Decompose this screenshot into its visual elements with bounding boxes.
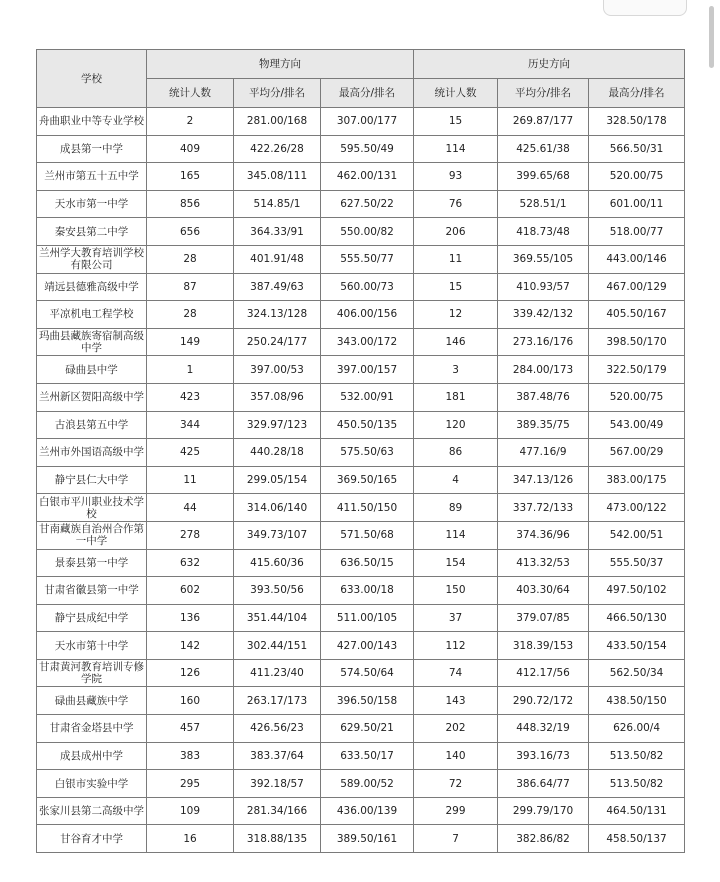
school-cell: 碌曲县藏族中学 xyxy=(37,687,147,715)
physics-count-cell: 160 xyxy=(147,687,234,715)
history-count-cell: 299 xyxy=(414,797,498,825)
physics-count-cell: 602 xyxy=(147,577,234,605)
table-row xyxy=(37,659,685,687)
school-cell: 靖远县德雅高级中学 xyxy=(37,273,147,301)
history-count-cell: 150 xyxy=(414,577,498,605)
history-count-cell: 15 xyxy=(414,273,498,301)
physics-max-cell: 450.50/135 xyxy=(321,411,414,439)
school-cell: 古浪县第五中学 xyxy=(37,411,147,439)
history-count-cell: 86 xyxy=(414,439,498,467)
physics-count-cell: 11 xyxy=(147,466,234,494)
physics-avg-cell: 357.08/96 xyxy=(234,383,321,411)
school-cell: 甘谷育才中学 xyxy=(37,825,147,853)
physics-avg-cell: 345.08/111 xyxy=(234,163,321,191)
school-cell: 静宁县仁大中学 xyxy=(37,466,147,494)
physics-max-cell: 427.00/143 xyxy=(321,632,414,660)
physics-avg-cell: 299.05/154 xyxy=(234,466,321,494)
history-avg-cell: 389.35/75 xyxy=(498,411,589,439)
history-avg-cell: 284.00/173 xyxy=(498,356,589,384)
header-physics-count: 统计人数 xyxy=(147,79,234,108)
physics-max-cell: 397.00/157 xyxy=(321,356,414,384)
physics-count-cell: 856 xyxy=(147,190,234,218)
physics-max-cell: 389.50/161 xyxy=(321,825,414,853)
history-avg-cell: 412.17/56 xyxy=(498,659,589,687)
table-row xyxy=(37,301,685,329)
physics-max-cell: 575.50/63 xyxy=(321,439,414,467)
history-count-cell: 37 xyxy=(414,604,498,632)
history-max-cell: 513.50/82 xyxy=(589,742,685,770)
history-avg-cell: 528.51/1 xyxy=(498,190,589,218)
history-avg-cell: 410.93/57 xyxy=(498,273,589,301)
physics-max-cell: 571.50/68 xyxy=(321,521,414,549)
school-cell: 兰州新区贺阳高级中学 xyxy=(37,383,147,411)
history-avg-cell: 369.55/105 xyxy=(498,245,589,273)
physics-count-cell: 457 xyxy=(147,715,234,743)
history-max-cell: 433.50/154 xyxy=(589,632,685,660)
physics-count-cell: 656 xyxy=(147,218,234,246)
history-max-cell: 497.50/102 xyxy=(589,577,685,605)
history-avg-cell: 403.30/64 xyxy=(498,577,589,605)
physics-count-cell: 344 xyxy=(147,411,234,439)
history-max-cell: 520.00/75 xyxy=(589,163,685,191)
history-avg-cell: 382.86/82 xyxy=(498,825,589,853)
history-max-cell: 567.00/29 xyxy=(589,439,685,467)
physics-max-cell: 369.50/165 xyxy=(321,466,414,494)
physics-max-cell: 589.00/52 xyxy=(321,770,414,798)
physics-count-cell: 16 xyxy=(147,825,234,853)
history-avg-cell: 418.73/48 xyxy=(498,218,589,246)
history-max-cell: 566.50/31 xyxy=(589,135,685,163)
history-max-cell: 322.50/179 xyxy=(589,356,685,384)
physics-avg-cell: 324.13/128 xyxy=(234,301,321,329)
physics-count-cell: 383 xyxy=(147,742,234,770)
physics-count-cell: 165 xyxy=(147,163,234,191)
history-max-cell: 562.50/34 xyxy=(589,659,685,687)
history-count-cell: 112 xyxy=(414,632,498,660)
table-row xyxy=(37,190,685,218)
history-count-cell: 120 xyxy=(414,411,498,439)
physics-avg-cell: 426.56/23 xyxy=(234,715,321,743)
table-row xyxy=(37,687,685,715)
physics-avg-cell: 392.18/57 xyxy=(234,770,321,798)
physics-avg-cell: 401.91/48 xyxy=(234,245,321,273)
physics-max-cell: 560.00/73 xyxy=(321,273,414,301)
school-cell: 甘肃黄河教育培训专修学院 xyxy=(37,659,147,687)
table-row xyxy=(37,466,685,494)
physics-avg-cell: 281.34/166 xyxy=(234,797,321,825)
physics-max-cell: 511.00/105 xyxy=(321,604,414,632)
history-avg-cell: 337.72/133 xyxy=(498,494,589,522)
school-cell: 天水市第十中学 xyxy=(37,632,147,660)
history-max-cell: 542.00/51 xyxy=(589,521,685,549)
school-cell: 秦安县第二中学 xyxy=(37,218,147,246)
history-count-cell: 3 xyxy=(414,356,498,384)
school-cell: 碌曲县中学 xyxy=(37,356,147,384)
school-cell: 兰州学大教育培训学校有限公司 xyxy=(37,245,147,273)
history-max-cell: 438.50/150 xyxy=(589,687,685,715)
header-history-count: 统计人数 xyxy=(414,79,498,108)
table-row xyxy=(37,356,685,384)
physics-avg-cell: 411.23/40 xyxy=(234,659,321,687)
history-count-cell: 12 xyxy=(414,301,498,329)
physics-max-cell: 343.00/172 xyxy=(321,328,414,356)
score-table xyxy=(36,49,685,853)
history-avg-cell: 379.07/85 xyxy=(498,604,589,632)
physics-max-cell: 633.00/18 xyxy=(321,577,414,605)
physics-count-cell: 87 xyxy=(147,273,234,301)
physics-count-cell: 278 xyxy=(147,521,234,549)
history-count-cell: 76 xyxy=(414,190,498,218)
physics-max-cell: 574.50/64 xyxy=(321,659,414,687)
physics-count-cell: 126 xyxy=(147,659,234,687)
history-max-cell: 464.50/131 xyxy=(589,797,685,825)
physics-avg-cell: 351.44/104 xyxy=(234,604,321,632)
history-avg-cell: 387.48/76 xyxy=(498,383,589,411)
table-row xyxy=(37,218,685,246)
school-cell: 白银市平川职业技术学校 xyxy=(37,494,147,522)
history-avg-cell: 386.64/77 xyxy=(498,770,589,798)
history-avg-cell: 374.36/96 xyxy=(498,521,589,549)
physics-count-cell: 28 xyxy=(147,301,234,329)
table-row xyxy=(37,383,685,411)
history-count-cell: 15 xyxy=(414,108,498,136)
history-max-cell: 513.50/82 xyxy=(589,770,685,798)
table-row xyxy=(37,411,685,439)
physics-avg-cell: 422.26/28 xyxy=(234,135,321,163)
physics-count-cell: 425 xyxy=(147,439,234,467)
history-max-cell: 601.00/11 xyxy=(589,190,685,218)
table-row xyxy=(37,632,685,660)
physics-count-cell: 2 xyxy=(147,108,234,136)
physics-avg-cell: 302.44/151 xyxy=(234,632,321,660)
table-row xyxy=(37,797,685,825)
header-physics-max: 最高分/排名 xyxy=(321,79,414,108)
school-cell: 兰州市外国语高级中学 xyxy=(37,439,147,467)
table-row xyxy=(37,494,685,522)
physics-max-cell: 555.50/77 xyxy=(321,245,414,273)
physics-avg-cell: 387.49/63 xyxy=(234,273,321,301)
physics-max-cell: 307.00/177 xyxy=(321,108,414,136)
history-count-cell: 89 xyxy=(414,494,498,522)
school-cell: 张家川县第二高级中学 xyxy=(37,797,147,825)
header-history: 历史方向 xyxy=(414,50,685,79)
school-cell: 白银市实验中学 xyxy=(37,770,147,798)
physics-avg-cell: 415.60/36 xyxy=(234,549,321,577)
table-row xyxy=(37,273,685,301)
school-cell: 成县第一中学 xyxy=(37,135,147,163)
table-row xyxy=(37,439,685,467)
table-row xyxy=(37,577,685,605)
history-avg-cell: 273.16/176 xyxy=(498,328,589,356)
history-count-cell: 114 xyxy=(414,135,498,163)
physics-avg-cell: 263.17/173 xyxy=(234,687,321,715)
school-cell: 舟曲职业中等专业学校 xyxy=(37,108,147,136)
school-cell: 天水市第一中学 xyxy=(37,190,147,218)
physics-avg-cell: 281.00/168 xyxy=(234,108,321,136)
physics-count-cell: 136 xyxy=(147,604,234,632)
header-physics: 物理方向 xyxy=(147,50,414,79)
physics-count-cell: 28 xyxy=(147,245,234,273)
table-row xyxy=(37,245,685,273)
table-row xyxy=(37,770,685,798)
physics-avg-cell: 318.88/135 xyxy=(234,825,321,853)
header-history-avg: 平均分/排名 xyxy=(498,79,589,108)
physics-count-cell: 149 xyxy=(147,328,234,356)
history-count-cell: 202 xyxy=(414,715,498,743)
table-body xyxy=(37,108,685,853)
physics-max-cell: 462.00/131 xyxy=(321,163,414,191)
top-tab[interactable] xyxy=(603,0,687,16)
physics-avg-cell: 329.97/123 xyxy=(234,411,321,439)
table-row xyxy=(37,549,685,577)
history-count-cell: 181 xyxy=(414,383,498,411)
school-cell: 甘肃省徽县第一中学 xyxy=(37,577,147,605)
history-count-cell: 4 xyxy=(414,466,498,494)
history-count-cell: 93 xyxy=(414,163,498,191)
history-avg-cell: 339.42/132 xyxy=(498,301,589,329)
physics-count-cell: 1 xyxy=(147,356,234,384)
table-row xyxy=(37,825,685,853)
history-max-cell: 520.00/75 xyxy=(589,383,685,411)
table-row xyxy=(37,715,685,743)
school-cell: 甘南藏族自治州合作第一中学 xyxy=(37,521,147,549)
table-row xyxy=(37,108,685,136)
history-avg-cell: 477.16/9 xyxy=(498,439,589,467)
physics-max-cell: 595.50/49 xyxy=(321,135,414,163)
table-row xyxy=(37,163,685,191)
history-max-cell: 473.00/122 xyxy=(589,494,685,522)
history-max-cell: 518.00/77 xyxy=(589,218,685,246)
physics-max-cell: 550.00/82 xyxy=(321,218,414,246)
history-count-cell: 7 xyxy=(414,825,498,853)
history-count-cell: 206 xyxy=(414,218,498,246)
physics-count-cell: 142 xyxy=(147,632,234,660)
history-count-cell: 11 xyxy=(414,245,498,273)
table-row xyxy=(37,521,685,549)
history-max-cell: 398.50/170 xyxy=(589,328,685,356)
history-avg-cell: 448.32/19 xyxy=(498,715,589,743)
physics-avg-cell: 383.37/64 xyxy=(234,742,321,770)
physics-max-cell: 532.00/91 xyxy=(321,383,414,411)
physics-max-cell: 636.50/15 xyxy=(321,549,414,577)
physics-max-cell: 633.50/17 xyxy=(321,742,414,770)
history-count-cell: 140 xyxy=(414,742,498,770)
physics-avg-cell: 250.24/177 xyxy=(234,328,321,356)
history-max-cell: 383.00/175 xyxy=(589,466,685,494)
history-avg-cell: 269.87/177 xyxy=(498,108,589,136)
table-row xyxy=(37,328,685,356)
physics-avg-cell: 364.33/91 xyxy=(234,218,321,246)
school-cell: 成县成州中学 xyxy=(37,742,147,770)
school-cell: 静宁县成纪中学 xyxy=(37,604,147,632)
history-avg-cell: 399.65/68 xyxy=(498,163,589,191)
history-count-cell: 143 xyxy=(414,687,498,715)
physics-count-cell: 423 xyxy=(147,383,234,411)
physics-count-cell: 109 xyxy=(147,797,234,825)
physics-avg-cell: 397.00/53 xyxy=(234,356,321,384)
physics-max-cell: 436.00/139 xyxy=(321,797,414,825)
physics-avg-cell: 514.85/1 xyxy=(234,190,321,218)
history-avg-cell: 347.13/126 xyxy=(498,466,589,494)
physics-count-cell: 409 xyxy=(147,135,234,163)
physics-max-cell: 406.00/156 xyxy=(321,301,414,329)
table-row xyxy=(37,604,685,632)
table-row xyxy=(37,135,685,163)
history-avg-cell: 413.32/53 xyxy=(498,549,589,577)
history-max-cell: 555.50/37 xyxy=(589,549,685,577)
school-cell: 甘肃省金塔县中学 xyxy=(37,715,147,743)
history-avg-cell: 425.61/38 xyxy=(498,135,589,163)
history-max-cell: 467.00/129 xyxy=(589,273,685,301)
history-max-cell: 626.00/4 xyxy=(589,715,685,743)
header-school: 学校 xyxy=(37,50,147,108)
history-avg-cell: 318.39/153 xyxy=(498,632,589,660)
physics-count-cell: 295 xyxy=(147,770,234,798)
physics-avg-cell: 349.73/107 xyxy=(234,521,321,549)
physics-max-cell: 629.50/21 xyxy=(321,715,414,743)
physics-count-cell: 44 xyxy=(147,494,234,522)
history-count-cell: 114 xyxy=(414,521,498,549)
table-row xyxy=(37,742,685,770)
header-physics-avg: 平均分/排名 xyxy=(234,79,321,108)
physics-avg-cell: 393.50/56 xyxy=(234,577,321,605)
physics-count-cell: 632 xyxy=(147,549,234,577)
header-history-max: 最高分/排名 xyxy=(589,79,685,108)
physics-avg-cell: 314.06/140 xyxy=(234,494,321,522)
history-max-cell: 328.50/178 xyxy=(589,108,685,136)
history-max-cell: 458.50/137 xyxy=(589,825,685,853)
school-cell: 玛曲县藏族寄宿制高级中学 xyxy=(37,328,147,356)
physics-max-cell: 627.50/22 xyxy=(321,190,414,218)
physics-avg-cell: 440.28/18 xyxy=(234,439,321,467)
history-count-cell: 154 xyxy=(414,549,498,577)
history-max-cell: 543.00/49 xyxy=(589,411,685,439)
history-count-cell: 146 xyxy=(414,328,498,356)
history-avg-cell: 290.72/172 xyxy=(498,687,589,715)
history-count-cell: 72 xyxy=(414,770,498,798)
history-max-cell: 466.50/130 xyxy=(589,604,685,632)
table-header xyxy=(37,50,685,108)
scrollbar-thumb[interactable] xyxy=(709,6,714,68)
school-cell: 平凉机电工程学校 xyxy=(37,301,147,329)
history-count-cell: 74 xyxy=(414,659,498,687)
history-avg-cell: 393.16/73 xyxy=(498,742,589,770)
school-cell: 兰州市第五十五中学 xyxy=(37,163,147,191)
history-avg-cell: 299.79/170 xyxy=(498,797,589,825)
physics-max-cell: 396.50/158 xyxy=(321,687,414,715)
history-max-cell: 405.50/167 xyxy=(589,301,685,329)
school-cell: 景泰县第一中学 xyxy=(37,549,147,577)
history-max-cell: 443.00/146 xyxy=(589,245,685,273)
physics-max-cell: 411.50/150 xyxy=(321,494,414,522)
